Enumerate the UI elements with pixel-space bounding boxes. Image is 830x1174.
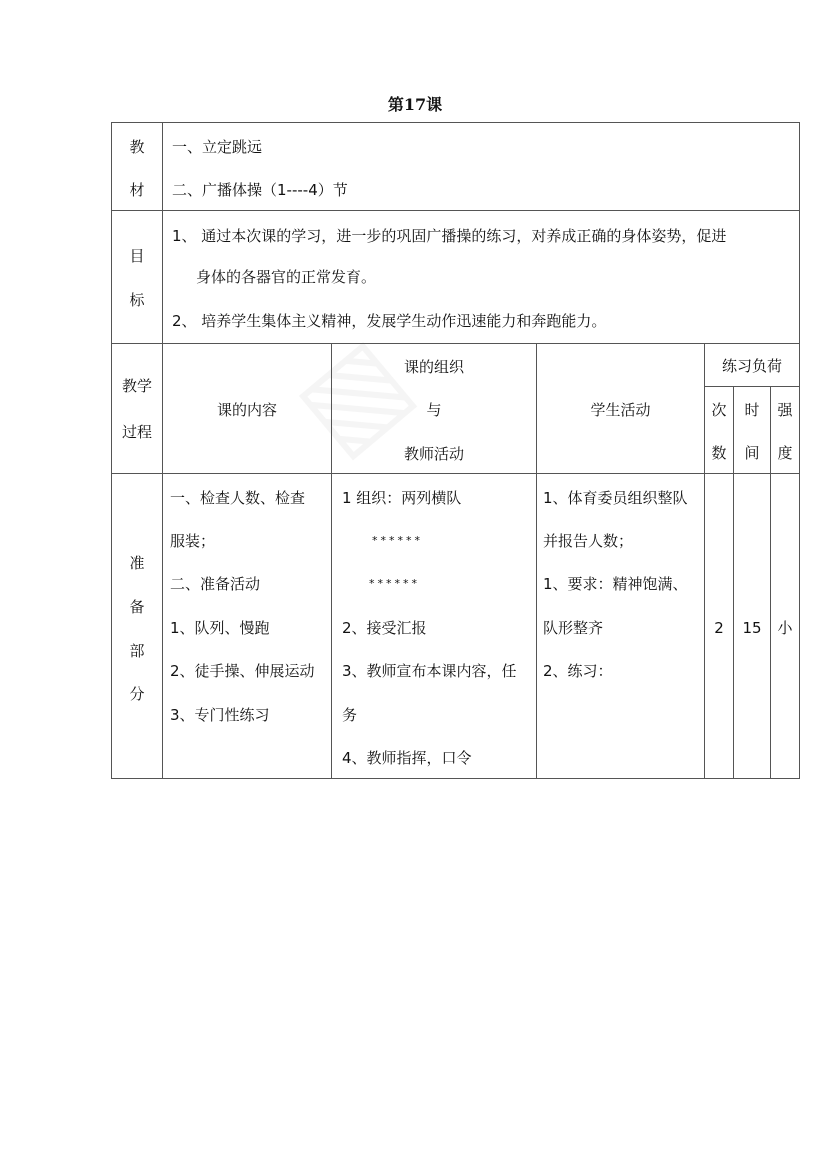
process-header	[111, 343, 163, 474]
count-header-text: 次	[711, 401, 727, 419]
content-line: 一、检查人数、检查	[170, 489, 306, 507]
content-header	[162, 343, 332, 474]
materials-cell	[162, 122, 800, 211]
intensity-header-text: 度	[777, 444, 793, 462]
count-value: 2	[714, 619, 724, 637]
organization-header-text: 课的组织	[403, 358, 464, 376]
organization-header-text: 与	[426, 401, 442, 419]
count-header-text: 数	[711, 444, 727, 462]
student-header-text: 学生活动	[590, 401, 651, 419]
student-header	[536, 343, 705, 474]
prep-label: 部	[129, 642, 145, 660]
prep-time-cell	[733, 473, 771, 779]
objectives-label: 标	[129, 291, 145, 309]
organization-line: 4、教师指挥，口令	[342, 749, 472, 767]
materials-label: 材	[129, 181, 145, 199]
materials-label: 教	[129, 138, 145, 156]
time-header-text: 时	[744, 401, 760, 419]
prep-count-cell	[704, 473, 734, 779]
student-line: 1、体育委员组织整队	[543, 489, 688, 507]
objective-item: 2、 培养学生集体主义精神，发展学生动作迅速能力和奔跑能力。	[172, 312, 607, 330]
organization-header-text: 教师活动	[403, 445, 464, 463]
student-line: 2、练习：	[543, 662, 613, 680]
objective-item: 1、 通过本次课的学习，进一步的巩固广播操的练习，对养成正确的身体姿势，促进	[172, 227, 727, 245]
load-header	[704, 343, 800, 387]
prep-student-cell	[536, 473, 705, 779]
content-line: 3、专门性练习	[170, 706, 270, 724]
objectives-cell	[162, 210, 800, 344]
time-value: 15	[742, 619, 762, 637]
content-line: 1、队列、慢跑	[170, 619, 270, 637]
content-line: 服装；	[170, 532, 216, 550]
content-line: 二、准备活动	[170, 575, 261, 593]
intensity-header-text: 强	[777, 401, 793, 419]
process-header-text: 过程	[121, 423, 152, 441]
process-header-text: 教学	[121, 377, 152, 395]
student-line: 并报告人数；	[543, 532, 634, 550]
prep-organization-cell	[331, 473, 537, 779]
content-header-text: 课的内容	[216, 401, 277, 419]
material-item: 一、立定跳远	[172, 138, 263, 156]
material-item: 二、广播体操（1----4）节	[172, 181, 348, 199]
organization-line: 务	[342, 706, 358, 724]
student-line: 1、要求：精神饱满、	[543, 575, 688, 593]
page-title: 第17课	[387, 95, 443, 114]
prep-label-cell	[111, 473, 163, 779]
objectives-label-cell	[111, 210, 163, 344]
prep-intensity-cell	[770, 473, 800, 779]
materials-label-cell	[111, 122, 163, 211]
prep-label: 备	[129, 598, 145, 616]
content-line: 2、徒手操、伸展运动	[170, 662, 315, 680]
prep-content-cell	[162, 473, 332, 779]
time-header	[733, 386, 771, 474]
intensity-header	[770, 386, 800, 474]
organization-line: 1 组织：两列横队	[342, 489, 462, 507]
formation-row: ******	[369, 577, 420, 590]
load-header-text: 练习负荷	[721, 357, 782, 375]
student-line: 队形整齐	[543, 619, 604, 637]
count-header	[704, 386, 734, 474]
intensity-value: 小	[777, 619, 793, 637]
time-header-text: 间	[744, 444, 760, 462]
organization-header	[331, 343, 537, 474]
formation-row: ******	[372, 534, 423, 547]
prep-label: 分	[129, 685, 145, 703]
organization-line: 3、教师宣布本课内容，任	[342, 662, 517, 680]
prep-label: 准	[129, 554, 145, 572]
organization-line: 2、接受汇报	[342, 619, 427, 637]
objective-item: 身体的各器官的正常发育。	[196, 268, 377, 286]
objectives-label: 目	[129, 247, 145, 265]
